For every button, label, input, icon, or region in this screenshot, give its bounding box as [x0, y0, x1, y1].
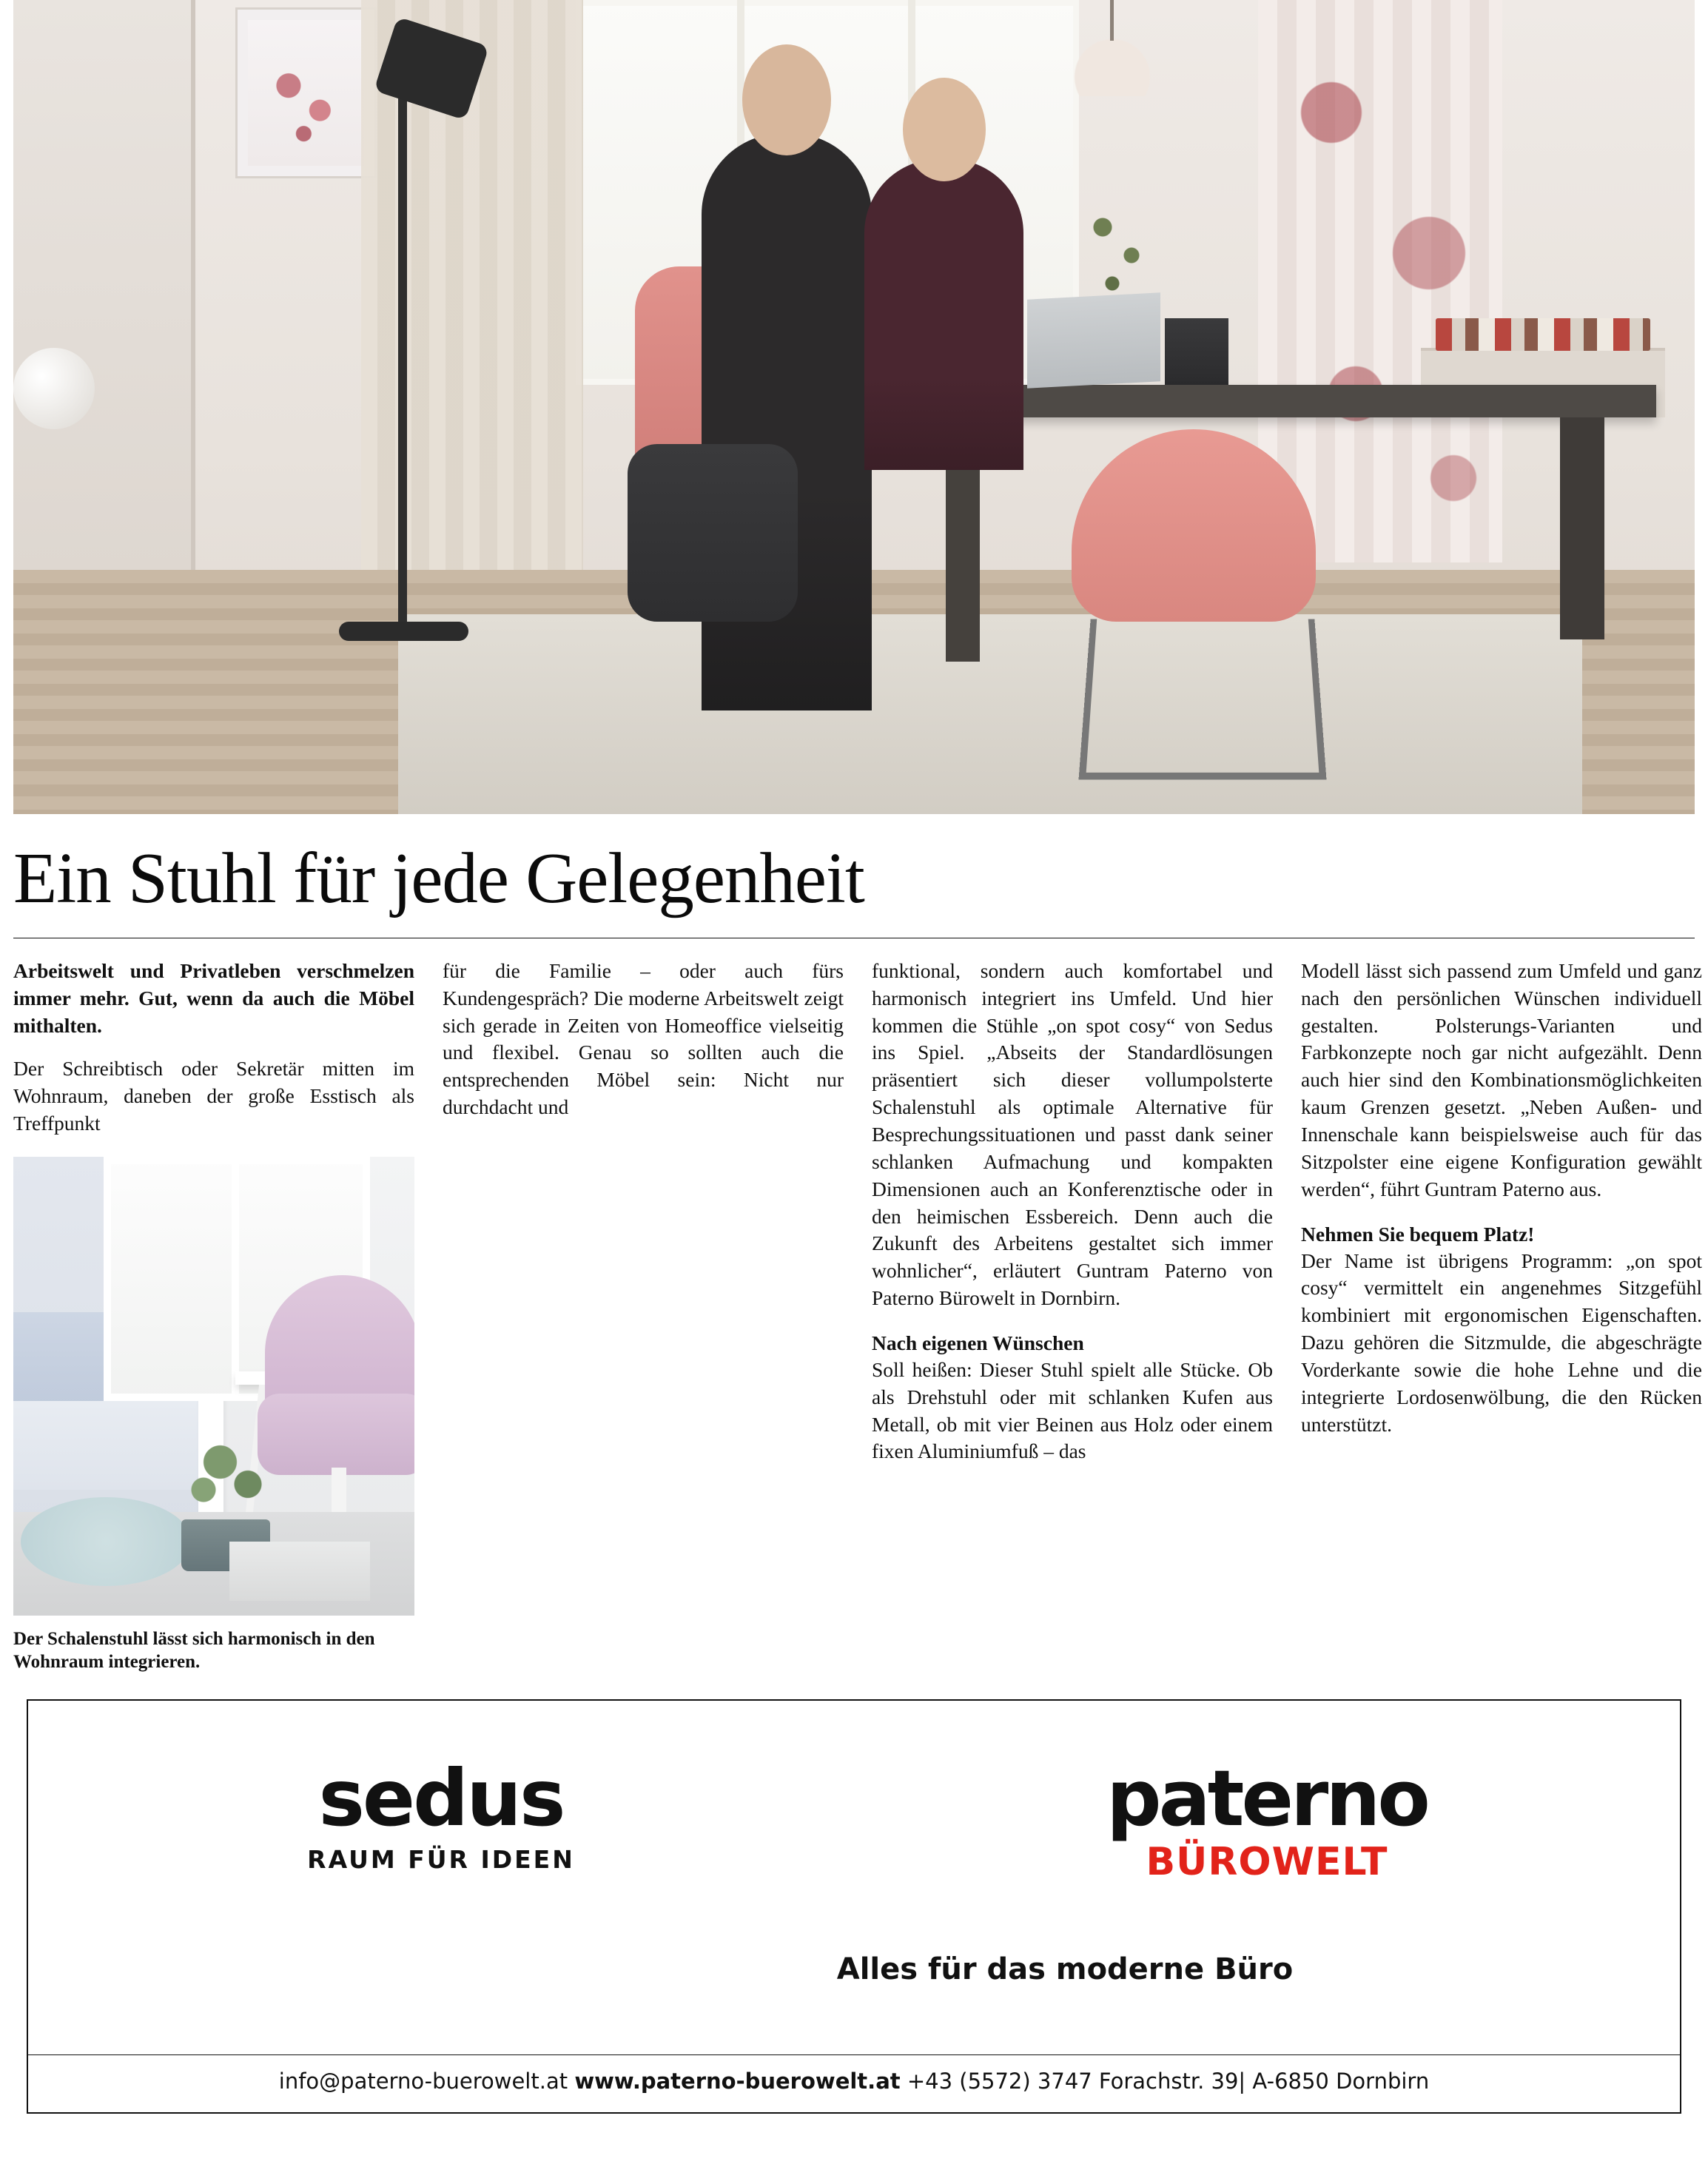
person-right-head [903, 78, 986, 181]
column-3-paragraph-1: funktional, sondern auch komfortabel und harmonisch integriert ins Umfeld. Und hier kommen die Stühle „on spot cosy“ von Sedus ins Spiel. „Abseits der Standardlösungen präsentiert sich dieser vollumpolsterte Schalenstuhl als optimale Alternative für Besprechungssituationen und passt dank seiner schlanken Aufmachung und kompakten Dimensionen auch an Konferenztische oder in den heimischen Essbereich. Denn auch die Zukunft des Arbeitens gestaltet sich immer wohnlicher“, erläutert Guntram Paterno von Paterno Bürowelt in Dornbirn. [872, 958, 1273, 1310]
inset-fur-rug [21, 1497, 191, 1586]
column-3 [872, 958, 1273, 1465]
advertisement-content [28, 1701, 1680, 2112]
person-right [864, 159, 1023, 470]
advertisement-box [27, 1699, 1681, 2114]
globe-lamp [13, 348, 95, 429]
advertisement-contact [28, 2054, 1680, 2112]
column-4-paragraph-1: Modell lässt sich passend zum Umfeld und ganz nach den persönlichen Wünschen individuell gestalten. Polsterungs-Varianten und Farbkonzepte noch gar nicht aufgezählt. Denn auch hier sind den Kombinationsmöglichkeiten kaum Grenzen gesetzt. „Neben Außen- und Innenschale kann beispielsweise auch für das Sitzpolster eine eigene Konfiguration gewählt werden“, führt Guntram Paterno aus. [1301, 958, 1702, 1200]
page-title: Ein Stuhl für jede Gelegenheit [13, 839, 864, 918]
table-leg-right [1560, 417, 1604, 639]
advertisement-claim-text: Alles für das moderne Büro [836, 1952, 1294, 1986]
column-1-paragraph: Der Schreibtisch oder Sekretär mitten im Wohnraum, daneben der große Esstisch als Treffpunkt [13, 1057, 414, 1135]
paterno-subtitle: BÜROWELT [1146, 1839, 1388, 1884]
contact-email[interactable]: info@paterno-buerowelt.at [278, 2068, 568, 2094]
advertiser-logos [28, 1701, 1680, 1884]
sedus-wordmark: sedus [318, 1753, 564, 1844]
books-stack [1436, 318, 1650, 351]
inset-storage-box [229, 1542, 370, 1601]
inset-photo [13, 1157, 414, 1616]
sedus-tagline: RAUM FÜR IDEEN [307, 1844, 575, 1874]
paterno-logo [854, 1753, 1680, 1884]
contact-website[interactable]: www.paterno-buerowelt.at [574, 2068, 901, 2094]
floor-lamp-base [339, 622, 468, 641]
floor-lamp-pole [398, 44, 407, 636]
column-4-paragraph-2: Der Name ist übrigens Programm: „on spot cosy“ vermittelt ein angenehmes Sitzgefühl kombiniert mit ergonomischen Eigenschaften. Dazu gehören die Sitzmulde, die abgeschrägte Vorderkante sowie die hohe Lehne und die integrierte Lordosenwölbung, die den Rücken unterstützt. [1301, 1249, 1702, 1436]
chair-skid-legs [1078, 619, 1326, 779]
laptop [1027, 292, 1160, 388]
column-2-paragraph: für die Familie – oder auch fürs Kundengespräch? Die moderne Arbeitswelt zeigt sich gerade in Zeiten von Homeoffice vielseitig und flexibel. Genau so sollten auch die entsprechenden Möbel sein: Nicht nur durchdacht und [443, 958, 844, 1119]
advertisement-claim [28, 1952, 1680, 1986]
inset-plant [170, 1423, 281, 1534]
column-4 [1301, 958, 1702, 1439]
column-4-subhead: Nehmen Sie bequem Platz! [1301, 1222, 1535, 1246]
column-3-subhead: Nach eigenen Wünschen [872, 1331, 1084, 1354]
curtain-floral-right [1258, 0, 1502, 562]
pendant-lamp [1072, 0, 1153, 96]
office-chair-base [628, 444, 798, 622]
person-left-head [742, 44, 831, 155]
floor-rug [398, 614, 1582, 814]
article-columns [13, 958, 1702, 1674]
person-left [702, 133, 872, 710]
hero-photo [13, 0, 1695, 814]
vase [1165, 318, 1228, 389]
paterno-wordmark: paterno [1106, 1753, 1428, 1844]
framed-artwork [248, 20, 364, 166]
contact-address: +43 (5572) 3747 Forachstr. 39| A-6850 Dornbirn [907, 2068, 1430, 2094]
left-wall-panel [13, 0, 195, 614]
photo-caption: Der Schalenstuhl lässt sich harmonisch in den Wohnraum integrieren. [13, 1629, 375, 1673]
column-3-paragraph-2: Soll heißen: Dieser Stuhl spielt alle Stücke. Ob als Drehstuhl oder mit schlanken Kufen aus Metall, ob mit vier Beinen aus Holz oder einem fixen Aluminiumfuß – das [872, 1357, 1273, 1463]
article-lead: Arbeitswelt und Privatleben verschmelzen immer mehr. Gut, wenn da auch die Möbel mithalten. [13, 958, 414, 1037]
wall-picture-frame [235, 7, 377, 178]
lamp-cord [1110, 0, 1114, 41]
sedus-logo [28, 1753, 854, 1874]
hero-scene [13, 0, 1695, 814]
column-2 [443, 958, 844, 1121]
column-1 [13, 958, 414, 1674]
